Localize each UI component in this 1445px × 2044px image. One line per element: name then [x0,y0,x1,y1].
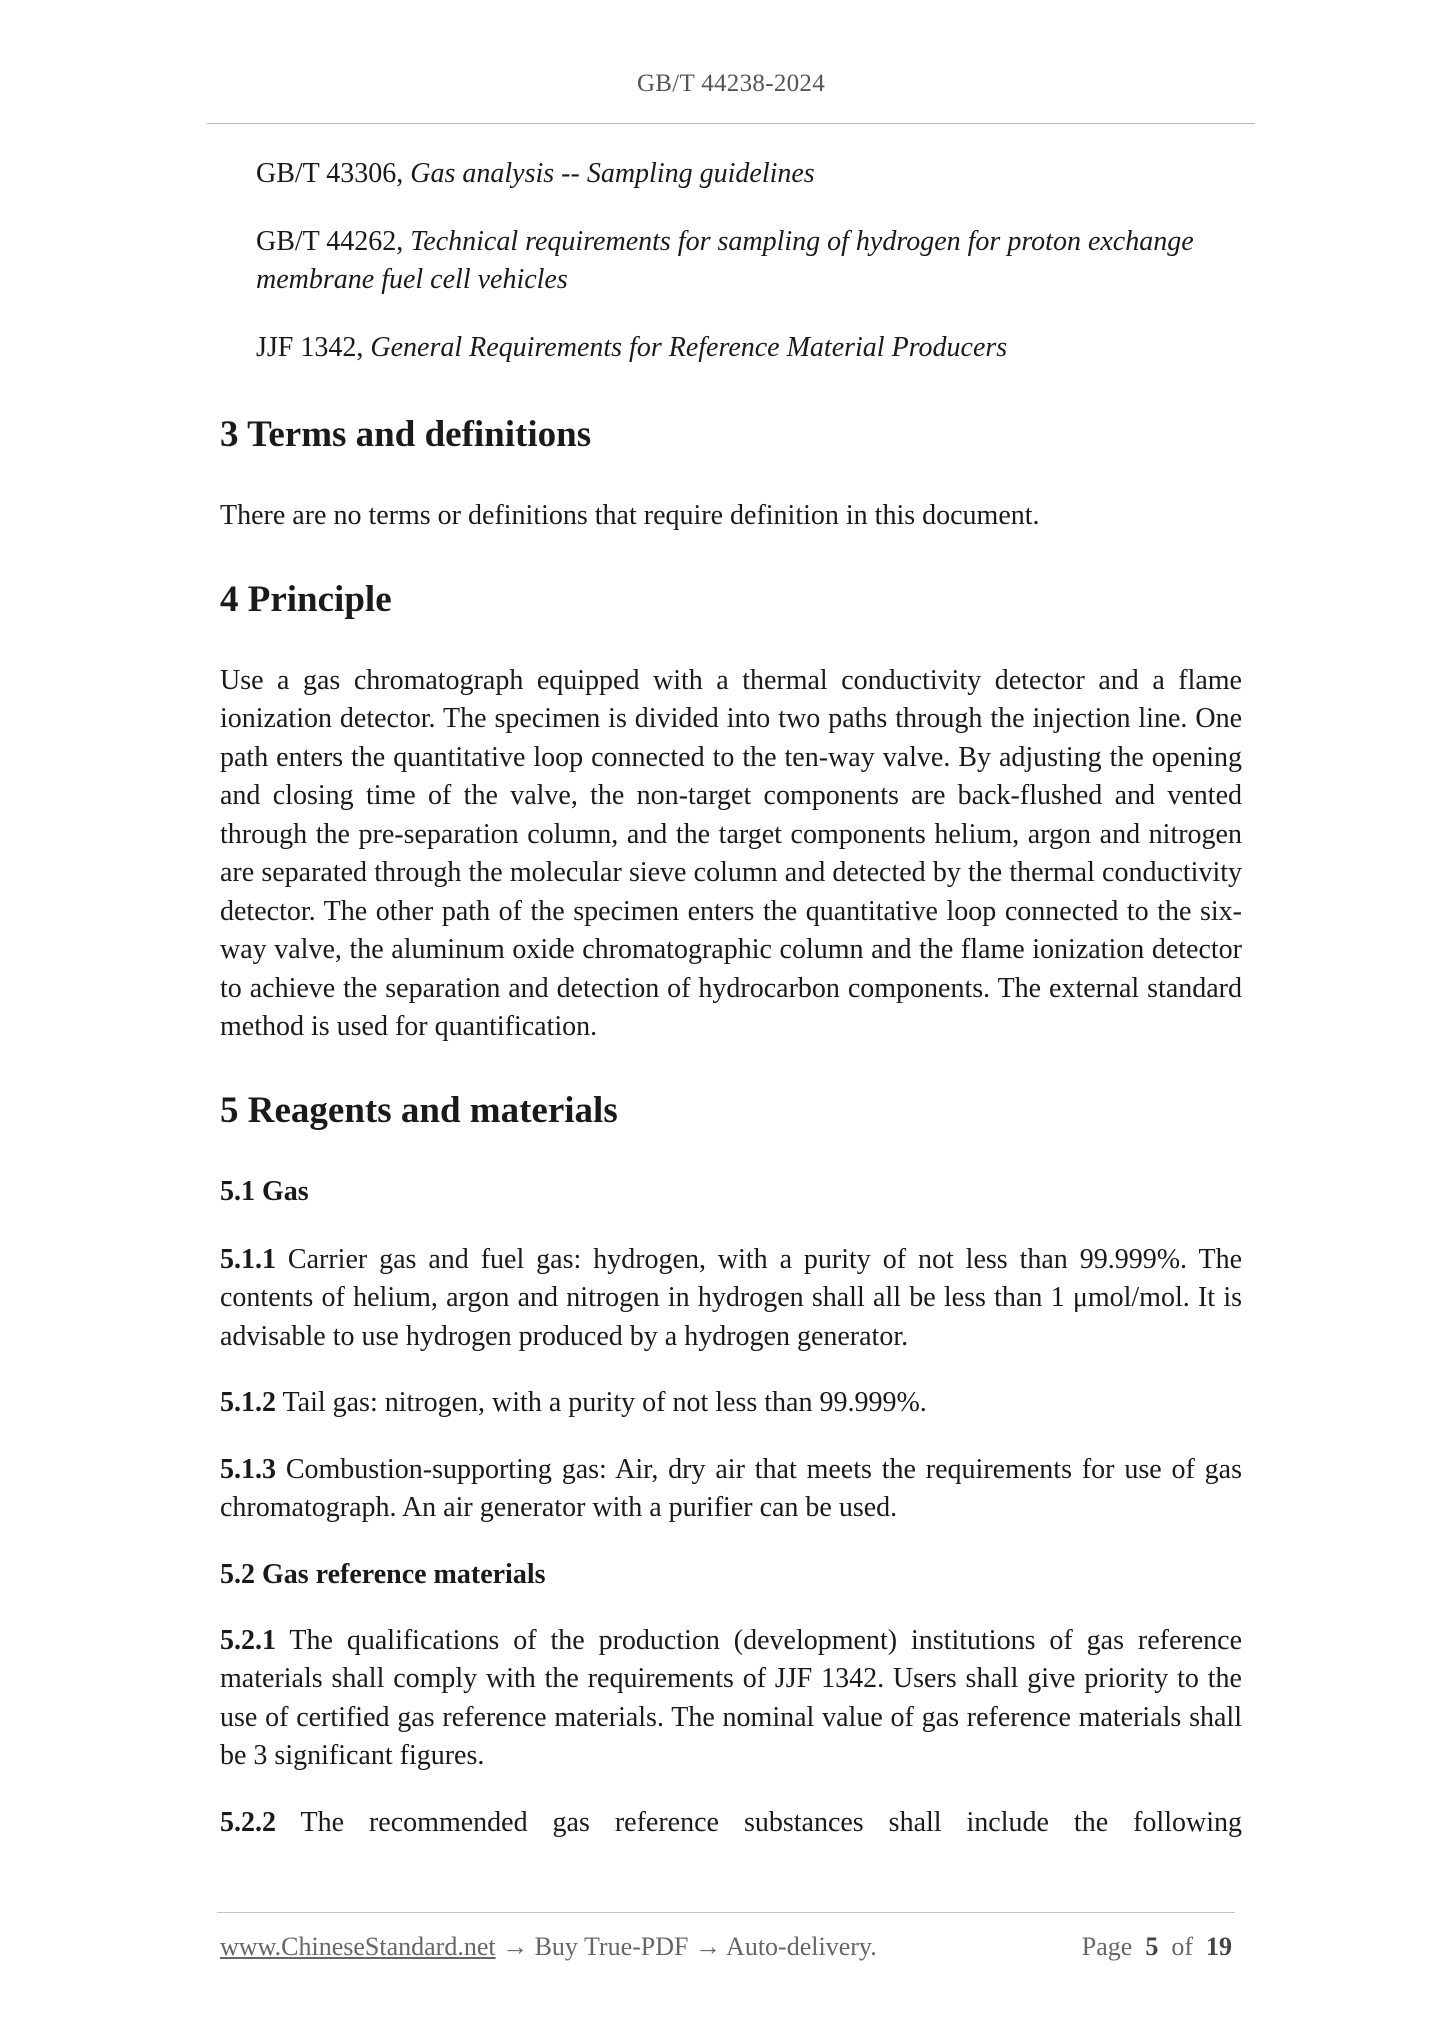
reference-item [256,329,1242,367]
clause-5-1-2 [220,1384,1242,1423]
document-id-header: GB/T 44238-2024 [636,70,826,97]
section-5-1-heading: 5.1 Gas [220,1175,309,1207]
section-5-heading: 5 Reagents and materials [220,1089,618,1131]
reference-item [256,223,1242,299]
clause-number: 5.1.3 [220,1453,276,1485]
section-3-text: There are no terms or definitions that require definition in this document. [220,500,1040,531]
clause-number: 5.1.1 [220,1243,276,1275]
reference-title: Technical requirements for sampling of hydrogen for proton exchange membrane fuel cell vehicles [256,226,1194,295]
reference-title: Gas analysis -- Sampling guidelines [410,158,815,189]
clause-number: 5.1.2 [220,1387,276,1418]
page-number [1082,1932,1232,1962]
clause-5-1-1 [220,1241,1242,1357]
clause-5-2-1 [220,1622,1242,1776]
footer-tagline: → Buy True-PDF → Auto-delivery. [495,1932,877,1961]
clause-5-2-2 [220,1804,1242,1843]
clause-text: Combustion-supporting gas: Air, dry air that meets the requirements for use of gas chromatograph. An air generator with a purifier can be used. [220,1453,1242,1523]
header-divider [207,123,1255,124]
page-of: of [1171,1932,1193,1961]
page-total: 19 [1206,1932,1232,1961]
reference-item [256,155,1242,193]
page-footer [220,1932,1232,1962]
section-5-2-heading: 5.2 Gas reference materials [220,1558,546,1590]
reference-code: GB/T 44262, [256,226,411,257]
website-link[interactable]: www.ChineseStandard.net [220,1932,496,1961]
section-4-text: Use a gas chromatograph equipped with a thermal conductivity detector and a flame ionization detector. The specimen is divided into two paths through the injection line. One path enters the quantitative loop connected to the ten-way valve. By adjusting the opening and closing time of the valve, the non-target components are back-flushed and vented through the pre-separation column, and the target components helium, argon and nitrogen are separated through the molecular sieve column and detected by the thermal conductivity detector. The other path of the specimen enters the quantitative loop connected to the six-way valve, the aluminum oxide chromatographic column and the flame ionization detector to achieve the separation and detection of hydrocarbon components. The external standard method is used for quantification. [220,664,1242,1042]
clause-text: Tail gas: nitrogen, with a purity of not less than 99.999%. [276,1387,927,1418]
clause-number: 5.2.1 [220,1624,276,1656]
clause-text: Carrier gas and fuel gas: hydrogen, with a purity of not less than 99.999%. The contents of helium, argon and nitrogen in hydrogen shall all be less than 1 μmol/mol. It is advisable to use hydrogen produced by a hydrogen generator. [220,1243,1242,1352]
clause-number: 5.2.2 [220,1806,276,1838]
clause-text: The qualifications of the production (development) institutions of gas reference materials shall comply with the requirements of JJF 1342. Users shall give priority to the use of certified gas reference materials. The nominal value of gas reference materials shall be 3 significant figures. [220,1624,1242,1771]
page-current: 5 [1145,1932,1159,1961]
page-content [220,155,1242,1842]
reference-title: General Requirements for Reference Material Producers [370,332,1008,363]
section-3-heading: 3 Terms and definitions [220,414,592,455]
clause-text: The recommended gas reference substances shall include the following [276,1806,1242,1838]
reference-code: GB/T 43306, [256,158,411,189]
clause-5-1-3 [220,1451,1242,1528]
footer-promo [220,1932,877,1962]
page-label: Page [1081,1932,1133,1961]
footer-divider [217,1912,1235,1913]
reference-code: JJF 1342, [256,332,371,363]
section-4-heading: 4 Principle [220,578,392,620]
